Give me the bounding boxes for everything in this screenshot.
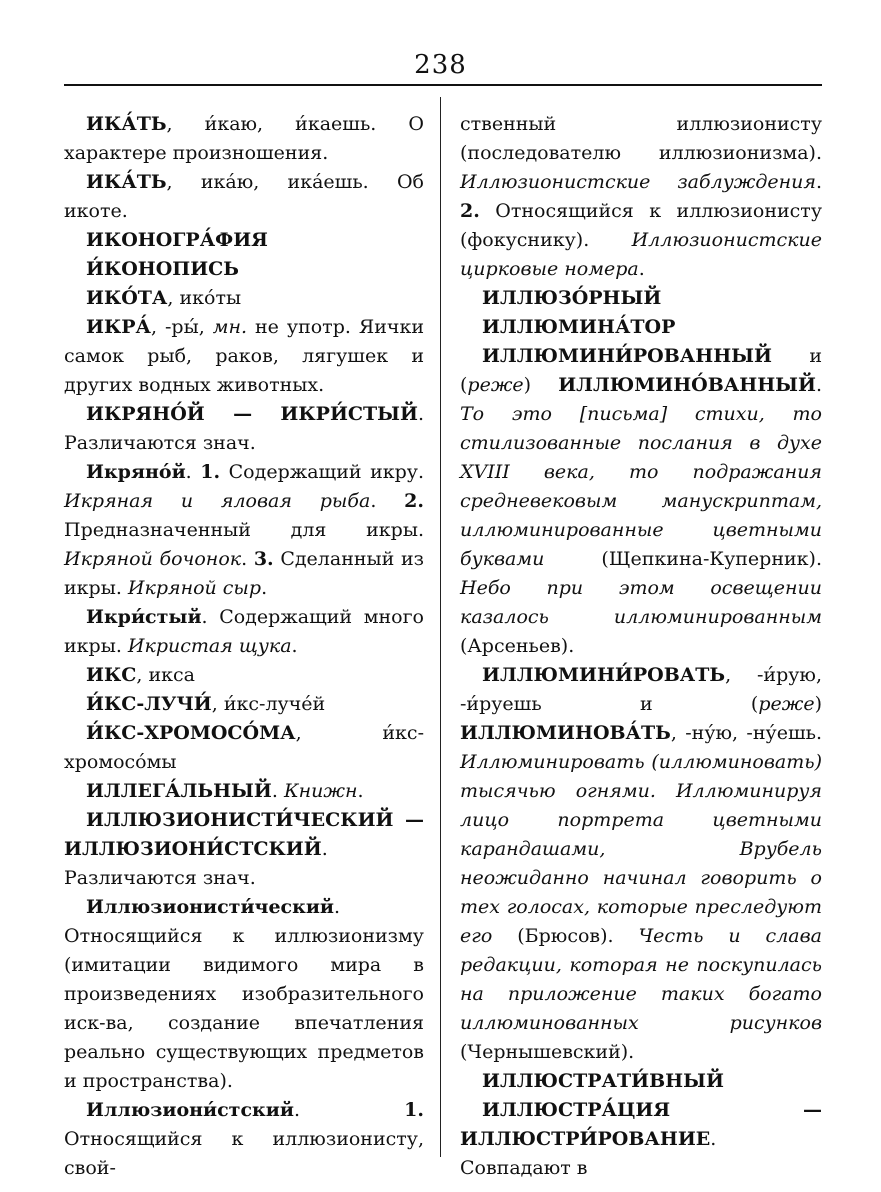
headword: Иллюзионисти́ческий — [86, 896, 335, 918]
entry-text: . Различаются знач. — [64, 838, 328, 889]
dictionary-entry — [460, 313, 822, 342]
entry-text: , -ну́ю, -ну́ешь. — [670, 722, 822, 744]
entry-text: , икса — [136, 664, 195, 686]
headword: ИКО́ТА — [86, 287, 168, 309]
headword: ИЛЛЮМИНА́ТОР — [482, 316, 676, 338]
dictionary-entry — [64, 893, 424, 1096]
entry-text: , и́каю, и́каешь. О характере произношения. — [64, 113, 424, 164]
headword: ИЛЛЮМИНОВА́ТЬ — [460, 722, 671, 744]
right-column — [460, 110, 822, 1183]
headword: И́КОНОПИСЬ — [86, 258, 239, 280]
headword: ИКОНОГРА́ФИЯ — [86, 229, 268, 251]
example-text: Небо при этом освещении казалось иллюминированным — [460, 577, 822, 628]
entry-text: . Содержащий много икры. — [64, 606, 424, 657]
dictionary-entry — [64, 284, 424, 313]
headword: 3. — [253, 548, 274, 570]
headword: ИЛЛЮЗИОНИСТИ́ЧЕСКИЙ — ИЛЛЮЗИОНИ́СТСКИЙ — [64, 809, 424, 860]
entry-text: . — [357, 780, 364, 802]
dictionary-entry — [64, 690, 424, 719]
entry-text: , ика́ю, ика́ешь. Об икоте. — [64, 171, 424, 222]
headword: ИЛЛЮМИНИ́РОВАТЬ — [482, 664, 726, 686]
dictionary-entry — [64, 719, 424, 777]
headword: 1. — [404, 1099, 424, 1121]
entry-text: . — [370, 490, 405, 512]
example-text: Икристая щука — [127, 635, 292, 657]
page-number: 238 — [414, 50, 467, 80]
example-text: Книжн — [283, 780, 358, 802]
entry-text: . — [293, 1099, 405, 1121]
dictionary-entry — [64, 168, 424, 226]
column-divider — [440, 97, 441, 1157]
headword: ИКС — [86, 664, 137, 686]
example-text: реже — [758, 693, 815, 715]
entry-text: . — [261, 577, 268, 599]
left-column — [64, 110, 424, 1183]
entry-text: Сделанный из икры. — [64, 548, 424, 599]
dictionary-entry — [64, 313, 424, 400]
headword: ИЛЛЮЗО́РНЫЙ — [482, 287, 662, 309]
headword: ИКА́ТЬ — [86, 171, 167, 193]
entry-text: Предназначенный для икры. — [64, 519, 424, 541]
entry-text: (Брюсов). — [492, 925, 639, 947]
entry-text: , -и́рую, -и́руешь и ( — [460, 664, 822, 715]
entry-text: . — [241, 548, 254, 570]
entry-text: ) — [814, 693, 822, 715]
dictionary-entry — [64, 458, 424, 603]
entry-text: ) — [523, 374, 559, 396]
entry-text: . — [271, 780, 284, 802]
dictionary-entry — [460, 1096, 822, 1183]
entry-text: , и́кс-луче́й — [211, 693, 326, 715]
headword: Икри́стый — [86, 606, 202, 628]
headword: ИЛЛЮМИНО́ВАННЫЙ — [558, 374, 816, 396]
example-text: Иллюзионистские цирковые номера — [460, 229, 822, 280]
entry-text: не употр. Яички самок рыб, раков, лягушек и других водных животных. — [64, 316, 424, 396]
dictionary-entry — [64, 226, 424, 255]
entry-text: , и́кс-хромосо́мы — [64, 722, 424, 773]
entry-text: и ( — [460, 345, 822, 396]
example-text: То это [письма] стихи, то стилизованные послания в духе XVIII века, то подражания средневековым манускриптам, иллюминированные цветными буквами — [460, 403, 822, 570]
dictionary-entry — [64, 255, 424, 284]
entry-text: . Совпадают в — [460, 1128, 717, 1179]
entry-text: . Различаются знач. — [64, 403, 424, 454]
headword: ИКРЯНО́Й — ИКРИ́СТЫЙ — [86, 403, 418, 425]
entry-text: Содержащий икру. — [220, 461, 424, 483]
entry-text: . — [291, 635, 298, 657]
entry-text: (Щепкина-Куперник). — [544, 548, 822, 570]
example-text: Иллюминировать (иллюминовать) тысячью огнями. Иллюминируя лицо портрета цветными карандашами, Врубель неожиданно начинал говорить о тех голосах, которые преследуют его — [460, 751, 822, 947]
dictionary-entry — [64, 661, 424, 690]
example-text: Икряной бочонок — [64, 548, 242, 570]
dictionary-entry — [64, 1096, 424, 1183]
headword: Икряно́й — [86, 461, 186, 483]
headword: ИЛЛЕГА́ЛЬНЫЙ — [86, 780, 272, 802]
headword: ИКА́ТЬ — [86, 113, 167, 135]
headword: 2. — [404, 490, 424, 512]
example-text: Честь и слава редакции, которая не поскупилась на приложение таких богато иллюминованных рисунков — [460, 925, 823, 1034]
example-text: реже — [467, 374, 524, 396]
entry-text: (Арсеньев). — [460, 635, 575, 657]
example-text: мн. — [212, 316, 248, 338]
headword: И́КС-ХРОМОСО́МА — [86, 722, 296, 744]
dictionary-entry — [460, 1067, 822, 1096]
entry-text: . — [638, 258, 645, 280]
headword: 2. — [460, 200, 480, 222]
entry-text: . — [815, 171, 822, 193]
headword: ИЛЛЮСТРА́ЦИЯ — ИЛЛЮСТРИ́РОВАНИЕ — [460, 1099, 822, 1150]
entry-text: Относящийся к иллюзионисту, свой- — [64, 1128, 424, 1179]
headword: ИЛЛЮМИНИ́РОВАННЫЙ — [482, 345, 772, 367]
example-text: Иллюзионистские заблуждения — [460, 171, 816, 193]
entry-text: ственный иллюзионисту (последователю иллюзионизма). — [460, 113, 822, 164]
headword: Иллюзиони́стский — [86, 1099, 294, 1121]
headword: ИЛЛЮСТРАТИ́ВНЫЙ — [482, 1070, 724, 1092]
entry-text: . — [185, 461, 201, 483]
dictionary-entry-continuation — [460, 110, 822, 284]
dictionary-entry — [460, 284, 822, 313]
headword: И́КС-ЛУЧИ́ — [86, 693, 212, 715]
header-rule — [64, 84, 822, 86]
headword: ИКРА́ — [86, 316, 151, 338]
dictionary-entry — [64, 777, 424, 806]
entry-text: . Относящийся к иллюзионизму (имитации видимого мира в произведениях изобразительного иск-ва, создание впечатления реально существующих предметов и пространства). — [64, 896, 424, 1092]
dictionary-entry — [460, 342, 822, 661]
headword: 1. — [200, 461, 221, 483]
dictionary-entry — [64, 110, 424, 168]
dictionary-entry — [64, 400, 424, 458]
example-text: Икряная и яловая рыба — [64, 490, 371, 512]
entry-text: , -ры́, — [151, 316, 213, 338]
entry-text: . — [815, 374, 822, 396]
example-text: Икряной сыр — [127, 577, 262, 599]
dictionary-entry — [64, 806, 424, 893]
entry-text: , ико́ты — [167, 287, 242, 309]
entry-text: (Чернышевский). — [460, 1041, 635, 1063]
entry-text: Относящийся к иллюзионисту (фокуснику). — [460, 200, 822, 251]
dictionary-entry — [460, 661, 822, 1067]
dictionary-entry — [64, 603, 424, 661]
